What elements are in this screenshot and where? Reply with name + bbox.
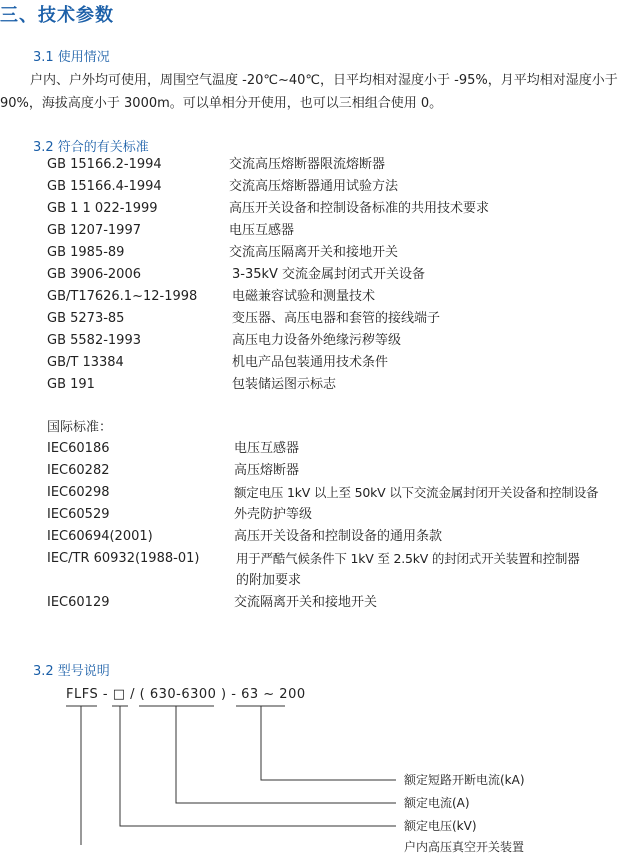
standard-row	[0, 242, 636, 264]
section-heading: 三、技术参数	[0, 5, 114, 26]
standard-desc: 电压互感器	[234, 441, 300, 456]
standard-desc: 高压开关设备和控制设备标准的共用技术要求	[229, 201, 490, 216]
model-current-range: / ( 630-6300 ) -	[125, 687, 242, 702]
standard-code: GB/T 13384	[47, 355, 124, 370]
standard-code: IEC60129	[47, 595, 110, 610]
standard-desc: 3-35kV 交流金属封闭式开关设备	[232, 267, 426, 282]
standards-title: 3.2 符合的有关标准	[33, 140, 149, 155]
standard-row	[0, 198, 636, 220]
international-standards-title: 国际标准：	[47, 420, 113, 435]
standard-desc: 包装储运图示标志	[232, 377, 337, 392]
standard-code: GB/T17626.1~12-1998	[47, 289, 198, 304]
standard-code: GB 5273-85	[47, 311, 125, 326]
standard-code: IEC60694(2001)	[47, 529, 153, 544]
standard-row	[0, 504, 636, 526]
standard-desc: 额定电压 1kV 以上至 50kV 以下交流金属封闭开关设备和控制设备	[234, 485, 599, 500]
standard-row	[0, 526, 636, 548]
standard-row	[0, 352, 636, 374]
usage-text: 户内、户外均可使用，周围空气温度 -20℃~40℃，日平均相对湿度小于 -95%，月平均相对湿度小于 90%，海拔高度小于 3000m。可以单相分开使用，也可以三相组合使用 0。	[0, 73, 618, 111]
standard-row	[0, 176, 636, 198]
standard-row	[0, 482, 636, 504]
label-device-type: 户内高压真空开关装置	[404, 840, 525, 854]
usage-title: 3.1 使用情况	[33, 50, 110, 65]
standard-row	[0, 286, 636, 308]
model-code	[66, 687, 306, 702]
standard-row	[0, 264, 636, 286]
standard-desc: 的附加要求	[236, 573, 302, 588]
model-box-symbol: □	[112, 687, 126, 702]
standard-row	[0, 592, 636, 614]
standard-row	[0, 154, 636, 176]
standard-row	[0, 374, 636, 396]
standard-row	[0, 570, 636, 592]
label-rated-current: 额定电流(A)	[404, 796, 470, 810]
standard-desc: 机电产品包装通用技术条件	[232, 355, 389, 370]
label-rated-voltage: 额定电压(kV)	[404, 819, 477, 833]
usage-paragraph	[0, 69, 634, 115]
standard-desc: 高压电力设备外绝缘污秽等级	[232, 333, 402, 348]
standard-code: IEC60529	[47, 507, 110, 522]
standard-row	[0, 548, 636, 570]
standard-code: IEC60298	[47, 485, 110, 500]
standard-code: GB 3906-2006	[47, 267, 141, 282]
standard-desc: 用于严酷气候条件下 1kV 至 2.5kV 的封闭式开关装置和控制器	[236, 551, 580, 566]
standard-row	[0, 330, 636, 352]
leader-voltage	[120, 706, 396, 826]
standard-code: IEC60186	[47, 441, 110, 456]
standard-code: GB 1 1 022-1999	[47, 201, 158, 216]
standard-desc: 变压器、高压电器和套管的接线端子	[232, 311, 441, 326]
standard-desc: 外壳防护等级	[234, 507, 313, 522]
label-breaking-current: 额定短路开断电流(kA)	[404, 773, 525, 787]
standard-code: GB 15166.2-1994	[47, 157, 162, 172]
standard-row	[0, 220, 636, 242]
standard-row	[0, 308, 636, 330]
standard-desc: 高压开关设备和控制设备的通用条款	[234, 529, 443, 544]
standard-code: GB 1207-1997	[47, 223, 141, 238]
standard-code: GB 191	[47, 377, 95, 392]
standard-desc: 电压互感器	[229, 223, 295, 238]
standard-code: GB 1985-89	[47, 245, 125, 260]
standard-desc: 交流隔离开关和接地开关	[234, 595, 378, 610]
standard-desc: 交流高压隔离开关和接地开关	[229, 245, 399, 260]
standard-code: IEC/TR 60932(1988-01)	[47, 551, 200, 566]
standard-row	[0, 438, 636, 460]
standard-desc: 高压熔断器	[234, 463, 300, 478]
standard-code: GB 5582-1993	[47, 333, 141, 348]
standard-code: GB 15166.4-1994	[47, 179, 162, 194]
standard-desc: 交流高压熔断器限流熔断器	[229, 157, 386, 172]
standard-row	[0, 460, 636, 482]
standard-desc: 交流高压熔断器通用试验方法	[229, 179, 399, 194]
leader-current	[176, 706, 396, 803]
standard-desc: 电磁兼容试验和测量技术	[232, 289, 376, 304]
standard-code: IEC60282	[47, 463, 110, 478]
model-title: 3.2 型号说明	[33, 664, 110, 679]
model-prefix: FLFS -	[66, 687, 113, 702]
leader-breaking	[261, 706, 396, 780]
model-breaking-range: 63 ~ 200	[241, 687, 306, 702]
